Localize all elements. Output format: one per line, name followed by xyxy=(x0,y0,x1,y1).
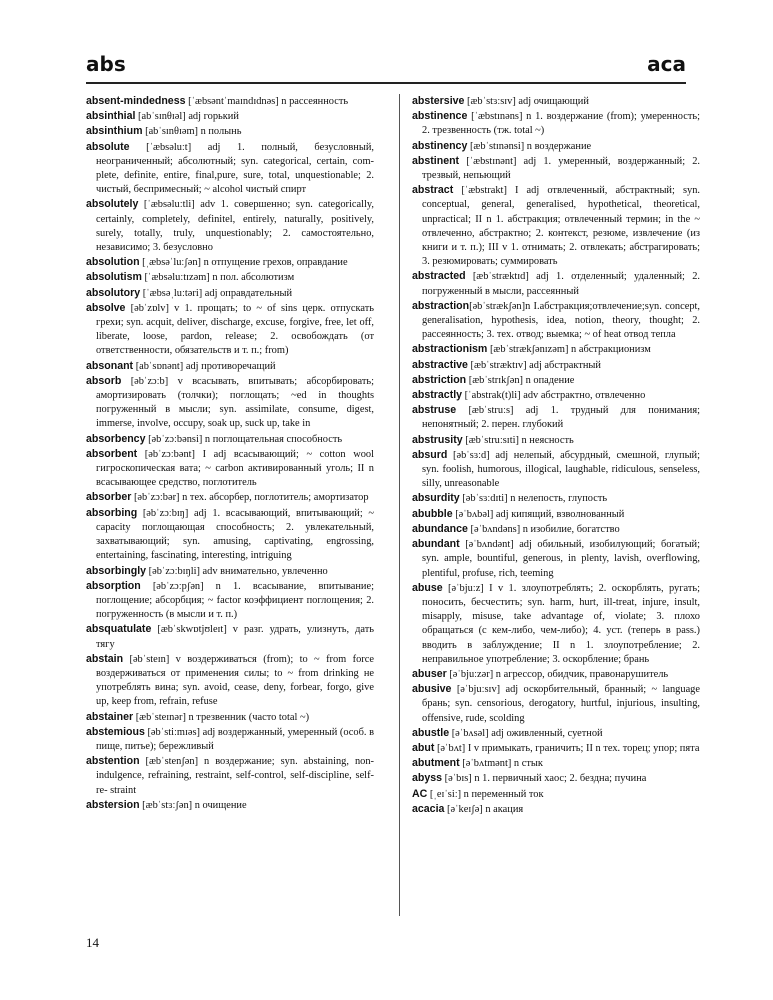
entry-definition: [əˈbʌndənt] adj обильный, изобилующий; богатый; syn. ample, bountiful, generous, in plenty, lavish, overflowing, plentiful, profuse, rich, teeming xyxy=(422,539,700,579)
dictionary-entry xyxy=(412,183,700,269)
entry-definition: [æbˈskwɒtjʊleɪt] v разг. удрать, улизнуть, дать тягу xyxy=(96,624,374,650)
entry-definition: [əbˈstiːmɪəs] adj воздержанный, умеренный (особ. в пище, питье); бережливый xyxy=(96,726,374,752)
entry-headword: absquatulate xyxy=(86,623,152,636)
entry-definition: [əˈbʌsəl] adj оживленный, суетной xyxy=(449,727,603,739)
entry-headword: abstraction xyxy=(412,299,470,312)
entry-definition: [əˈkeɪʃə] n акация xyxy=(444,803,524,815)
entry-definition: [æbˈstɜːʃən] n очищение xyxy=(139,799,247,811)
entry-definition: [æbˈstrɪkʃən] n опадение xyxy=(466,374,575,386)
entry-definition: [əˈbʌtmənt] n стык xyxy=(459,758,543,770)
entry-headword: abstinency xyxy=(412,139,468,152)
entry-headword: absolution xyxy=(86,256,140,269)
entry-definition: [əbˈzɔːbənt] I adj всасывающий; ~ cotton wool гигроскопическая вата; ~ carbon активированный уголь; II n всасывающее средство, поглотитель xyxy=(96,448,374,489)
entry-headword: absolutely xyxy=(86,198,139,211)
entry-definition: [ˈæbstrakt] I adj отвлеченный, абстрактный; syn. conceptual, general, generalised, hypothetical, theoretical, unpractical; II n 1. абстракция; отвлеченный термин; in the ~ отвлеченно, абстрактно; 2. контекст, резюме, извлечение (из книги и т. п.); III v 1. отнимать; 2. отвлекать; абстрагировать; 3. резюмировать; суммировать xyxy=(422,185,700,268)
dictionary-entry xyxy=(86,754,374,798)
entry-headword: absorbingly xyxy=(86,564,147,577)
entry-definition: [ˌæbsəˈluːʃən] n отпущение грехов, оправдание xyxy=(139,257,348,269)
entry-headword: absinthium xyxy=(86,125,143,138)
entry-headword: absorption xyxy=(86,579,141,592)
dictionary-entry xyxy=(412,771,700,786)
dictionary-entry xyxy=(412,154,700,183)
dictionary-entry xyxy=(86,710,374,725)
entry-definition: [əˈbʌbəl] adj кипящий, взволнованный xyxy=(452,508,625,520)
dictionary-entry xyxy=(412,537,700,581)
dictionary-entry xyxy=(86,490,374,505)
dictionary-entry xyxy=(412,139,700,154)
entry-headword: abstrusity xyxy=(412,433,463,446)
entry-headword: absolutism xyxy=(86,271,142,284)
dictionary-entry xyxy=(412,667,700,682)
entry-headword: abuse xyxy=(412,581,443,594)
dictionary-entry xyxy=(412,522,700,537)
right-running-head: aca xyxy=(647,52,686,76)
dictionary-entry xyxy=(412,741,700,756)
entry-definition: [æbˈstræktɪd] adj 1. отделенный; удаленный; 2. погруженный в мысли, рассеянный xyxy=(422,271,700,297)
dictionary-entry xyxy=(86,270,374,285)
entry-headword: abutment xyxy=(412,757,460,770)
dictionary-entry xyxy=(86,255,374,270)
entry-headword: abstractly xyxy=(412,389,463,402)
entry-definition: [æbˈsteɪnər] n трезвенник (часто total ~) xyxy=(133,711,310,723)
dictionary-entry xyxy=(86,652,374,710)
entry-headword: abstractionism xyxy=(412,343,488,356)
dictionary-entry xyxy=(86,622,374,651)
entry-definition: [æbˈstræktɪv] adj абстрактный xyxy=(467,359,601,371)
header-rule xyxy=(86,82,686,84)
dictionary-entry xyxy=(412,373,700,388)
entry-definition: [abˈsɒnənt] adj противоречащий xyxy=(133,360,276,372)
entry-headword: absolutory xyxy=(86,286,141,299)
dictionary-entry xyxy=(412,94,700,109)
dictionary-entry xyxy=(86,301,374,359)
entry-definition: [əˈbʌndəns] n изобилие, богатство xyxy=(467,523,620,535)
entry-definition: [æbˈstɪnənsi] n воздержание xyxy=(467,140,592,152)
entry-definition: [əbˈstrækʃən]n I.абстракция;отвлечение;syn. concept, generalisation, hypothesis, idea, notion, theory, thought; 2. рассеянность; 3. тех. отвод; выемка; ~ of heat отвод тепла xyxy=(422,300,700,341)
entry-headword: abstriction xyxy=(412,373,467,386)
entry-definition: [ˈæbsəluːtli] adv 1. совершенно; syn. categorically, certainly, completely, definitel, entirely, naturally, positively, surely, totally, truly, unquestionably; 2. самостоятельно, независимо; 3. безусловно xyxy=(96,199,374,254)
page-header xyxy=(86,52,686,86)
dictionary-entry xyxy=(412,358,700,373)
entry-definition: [əbˈzɒlv] v 1. прощать; to ~ of sins церк. отпускать грехи; syn. acquit, deliver, discharge, excuse, forgive, free, let off, liberate, loose, pardon, release; 2. освобождать (от ответственности, обязательств и т. п.; from) xyxy=(96,302,374,357)
entry-headword: abustle xyxy=(412,726,450,739)
column-divider xyxy=(399,94,400,916)
entry-definition: [ˈæbsəntˈmaɪndɪdnəs] n рассеянность xyxy=(185,96,349,107)
entry-headword: abundant xyxy=(412,538,460,551)
entry-headword: abyss xyxy=(412,772,443,785)
dictionary-entry xyxy=(412,448,700,492)
dictionary-entry xyxy=(412,726,700,741)
page-number: 14 xyxy=(86,935,99,950)
entry-headword: abstractive xyxy=(412,358,468,371)
entry-headword: absonant xyxy=(86,359,134,372)
dictionary-entry xyxy=(86,374,374,432)
entry-headword: AC xyxy=(412,787,428,800)
dictionary-entry xyxy=(412,507,700,522)
entry-headword: absorbent xyxy=(86,447,138,460)
entry-headword: abstract xyxy=(412,184,454,197)
dictionary-entry xyxy=(412,109,700,138)
dictionary-entry xyxy=(86,109,374,124)
entry-definition: [æbˈstɜːsɪv] adj очищающий xyxy=(464,96,589,107)
dictionary-entry xyxy=(412,403,700,432)
entry-headword: abstersive xyxy=(412,95,465,107)
dictionary-entry xyxy=(86,197,374,255)
entry-definition: [əbˈsɜːd] adj нелепый, абсурдный, смешной, глупый; syn. foolish, humorous, illogical, laughable, ridiculous, senseless, silly, unreasonable xyxy=(422,449,700,490)
dictionary-entry xyxy=(412,299,700,343)
entry-definition: [əˈbjuːz] I v 1. злоупотреблять; 2. оскорблять, ругать; поносить, бесчестить; syn. harm, hurt, ill-treat, injure, insult, misapply, misuse, take advantage of, violate; 3. плохо обращаться (с кем-либо, чем-либо); 4. уст. (теперь в pass.) вводить в заблуждение; II n 1. злоупотребление; 2. неправильное употребление; 3. оскорбление; брань xyxy=(422,582,700,665)
entry-definition: [əbˈzɔːbɪŋ] adj 1. всасывающий, впитывающий; ~ capacity поглощающая способность; 2. увлекательный, захватывающий; syn. amusing, captivating, engrossing, entertaining, fascinating, interesting, intriguing xyxy=(96,507,374,562)
entry-headword: abstracted xyxy=(412,270,466,283)
dictionary-entry xyxy=(412,491,700,506)
entry-headword: absorber xyxy=(86,491,132,504)
entry-headword: abundance xyxy=(412,522,468,535)
entry-definition: [əbˈsteɪn] v воздерживаться (from); to ~ from force воздерживаться от применения силы; to ~ from drinking не употреблять вина; syn. avoid, cease, deny, forbear, forgo, give up, keep from, refrain, refuse xyxy=(96,653,374,708)
entry-headword: abstainer xyxy=(86,710,134,723)
dictionary-entry xyxy=(412,433,700,448)
dictionary-entry xyxy=(412,581,700,667)
entry-definition: [ˌeɪˈsiː] n переменный ток xyxy=(427,788,544,800)
dictionary-entry xyxy=(86,579,374,623)
entry-definition: [æbˈstruːsɪti] n неясность xyxy=(462,434,574,446)
entry-headword: abstention xyxy=(86,755,140,768)
entry-definition: [ˈæbsəluːtɪzəm] n пол. абсолютизм xyxy=(141,272,295,284)
entry-definition: [əbˈsɜːdɪti] n нелепость, глупость xyxy=(459,493,608,505)
entry-headword: abstain xyxy=(86,652,124,665)
entry-headword: abubble xyxy=(412,507,453,520)
entry-headword: absolute xyxy=(86,140,130,153)
entry-headword: absolve xyxy=(86,301,126,314)
entry-definition: [əˈbjuːzər] n агрессор, обидчик, правонарушитель xyxy=(446,668,669,680)
dictionary-entry xyxy=(86,286,374,301)
dictionary-entry xyxy=(412,756,700,771)
left-running-head: abs xyxy=(86,52,126,76)
dictionary-entry xyxy=(86,124,374,139)
entry-definition: [ˈæbsəluːt] adj 1. полный, безусловный, неограниченный; абсолютный; syn. categorical, certain, com-plete, definite, entire, final,pure, sure, total, unquestionable; 2. чистый, беспримесный; ~ alcohol чистый спирт xyxy=(96,141,374,196)
entry-headword: acacia xyxy=(412,802,445,815)
entry-headword: absent-mindedness xyxy=(86,95,186,107)
entry-headword: abstinent xyxy=(412,154,460,167)
entry-definition: [ˈæbstɪnənt] adj 1. умеренный, воздержанный; 2. трезвый, непьющий xyxy=(422,155,700,182)
entry-definition: [əˈbjuːsɪv] adj оскорбительный, бранный; ~ language брань; syn. censorious, derogatory, hurtful, injurious, insulting, offensive, rude, scolding xyxy=(422,684,700,724)
entry-headword: absurdity xyxy=(412,492,460,505)
entry-headword: abstinence xyxy=(412,110,468,123)
dictionary-entry xyxy=(86,564,374,579)
entry-headword: absorbing xyxy=(86,506,138,519)
entry-headword: absurd xyxy=(412,448,448,461)
entry-headword: abusive xyxy=(412,683,452,696)
dictionary-entry xyxy=(412,388,700,403)
dictionary-entry xyxy=(412,682,700,726)
entry-headword: abstersion xyxy=(86,798,140,811)
dictionary-entry xyxy=(86,506,374,564)
entry-definition: [əbˈzɔːbənsi] n поглощательная способность xyxy=(145,433,343,445)
entry-definition: [abˈsɪnθɪəm] n полынь xyxy=(142,126,242,138)
right-column xyxy=(412,94,700,817)
dictionary-entry xyxy=(412,342,700,357)
entry-headword: absorbency xyxy=(86,432,146,445)
dictionary-entry xyxy=(86,432,374,447)
dictionary-entry xyxy=(86,798,374,813)
entry-definition: [əbˈzɔːpʃən] n 1. всасывание, впитывание; поглощение; абсорбция; ~ factor коэффициент поглощения; 2. погруженность (в мысли и т. п.) xyxy=(96,580,374,621)
entry-definition: [əbˈzɔːbər] n тех. абсорбер, поглотитель; амортизатор xyxy=(131,492,369,504)
entry-definition: [æbˈstruːs] adj 1. трудный для понимания; непонятный; 2. перен. глубокий xyxy=(422,405,700,431)
entry-definition: [æbˈstrækʃənɪzəm] n абстракционизм xyxy=(487,344,651,356)
dictionary-entry xyxy=(412,269,700,298)
entry-headword: abut xyxy=(412,741,435,754)
dictionary-entry xyxy=(86,140,374,198)
entry-headword: abstemious xyxy=(86,725,145,738)
entry-definition: [əbˈzɔːb] v всасывать, впитывать; абсорбировать; амортизировать (толчки); поглощать; ~ed in thoughts погруженный в мысли; syn. assimilate, consume, digest, immerse, involve, occupy, soak up, suck up, take in xyxy=(96,375,374,430)
entry-definition: [əˈbɪs] n 1. первичный хаос; 2. бездна; пучина xyxy=(442,773,647,785)
entry-headword: absinthial xyxy=(86,110,136,123)
dictionary-entry xyxy=(86,447,374,491)
dictionary-entry xyxy=(86,725,374,754)
dictionary-entry xyxy=(412,802,700,817)
entry-definition: [əbˈzɔːbɪŋli] adv внимательно, увлеченно xyxy=(146,565,328,577)
dictionary-entry xyxy=(86,359,374,374)
entry-definition: [ˈabstrak(t)li] adv абстрактно, отвлеченно xyxy=(462,390,646,402)
entry-definition: [əˈbʌt] I v примыкать, граничить; II n тех. торец; упор; пята xyxy=(434,742,700,754)
entry-headword: abuser xyxy=(412,667,447,680)
entry-definition: [abˈsɪnθɪəl] adj горький xyxy=(135,111,239,123)
entry-headword: absorb xyxy=(86,374,122,387)
dictionary-entry xyxy=(86,94,374,109)
entry-definition: [æbˈstenʃən] n воздержание; syn. abstaining, non-indulgence, refraining, restraint, self-control, self-discipline, self-re- straint xyxy=(96,756,374,796)
left-column xyxy=(86,94,374,813)
dictionary-entry xyxy=(412,787,700,802)
entry-definition: [ˈæbstɪnəns] n 1. воздержание (from); умеренность; 2. трезвенность (тж. total ~) xyxy=(422,111,700,137)
entry-headword: abstruse xyxy=(412,404,457,417)
entry-definition: [ˈæbsəˌluːtəri] adj оправдательный xyxy=(140,287,293,299)
